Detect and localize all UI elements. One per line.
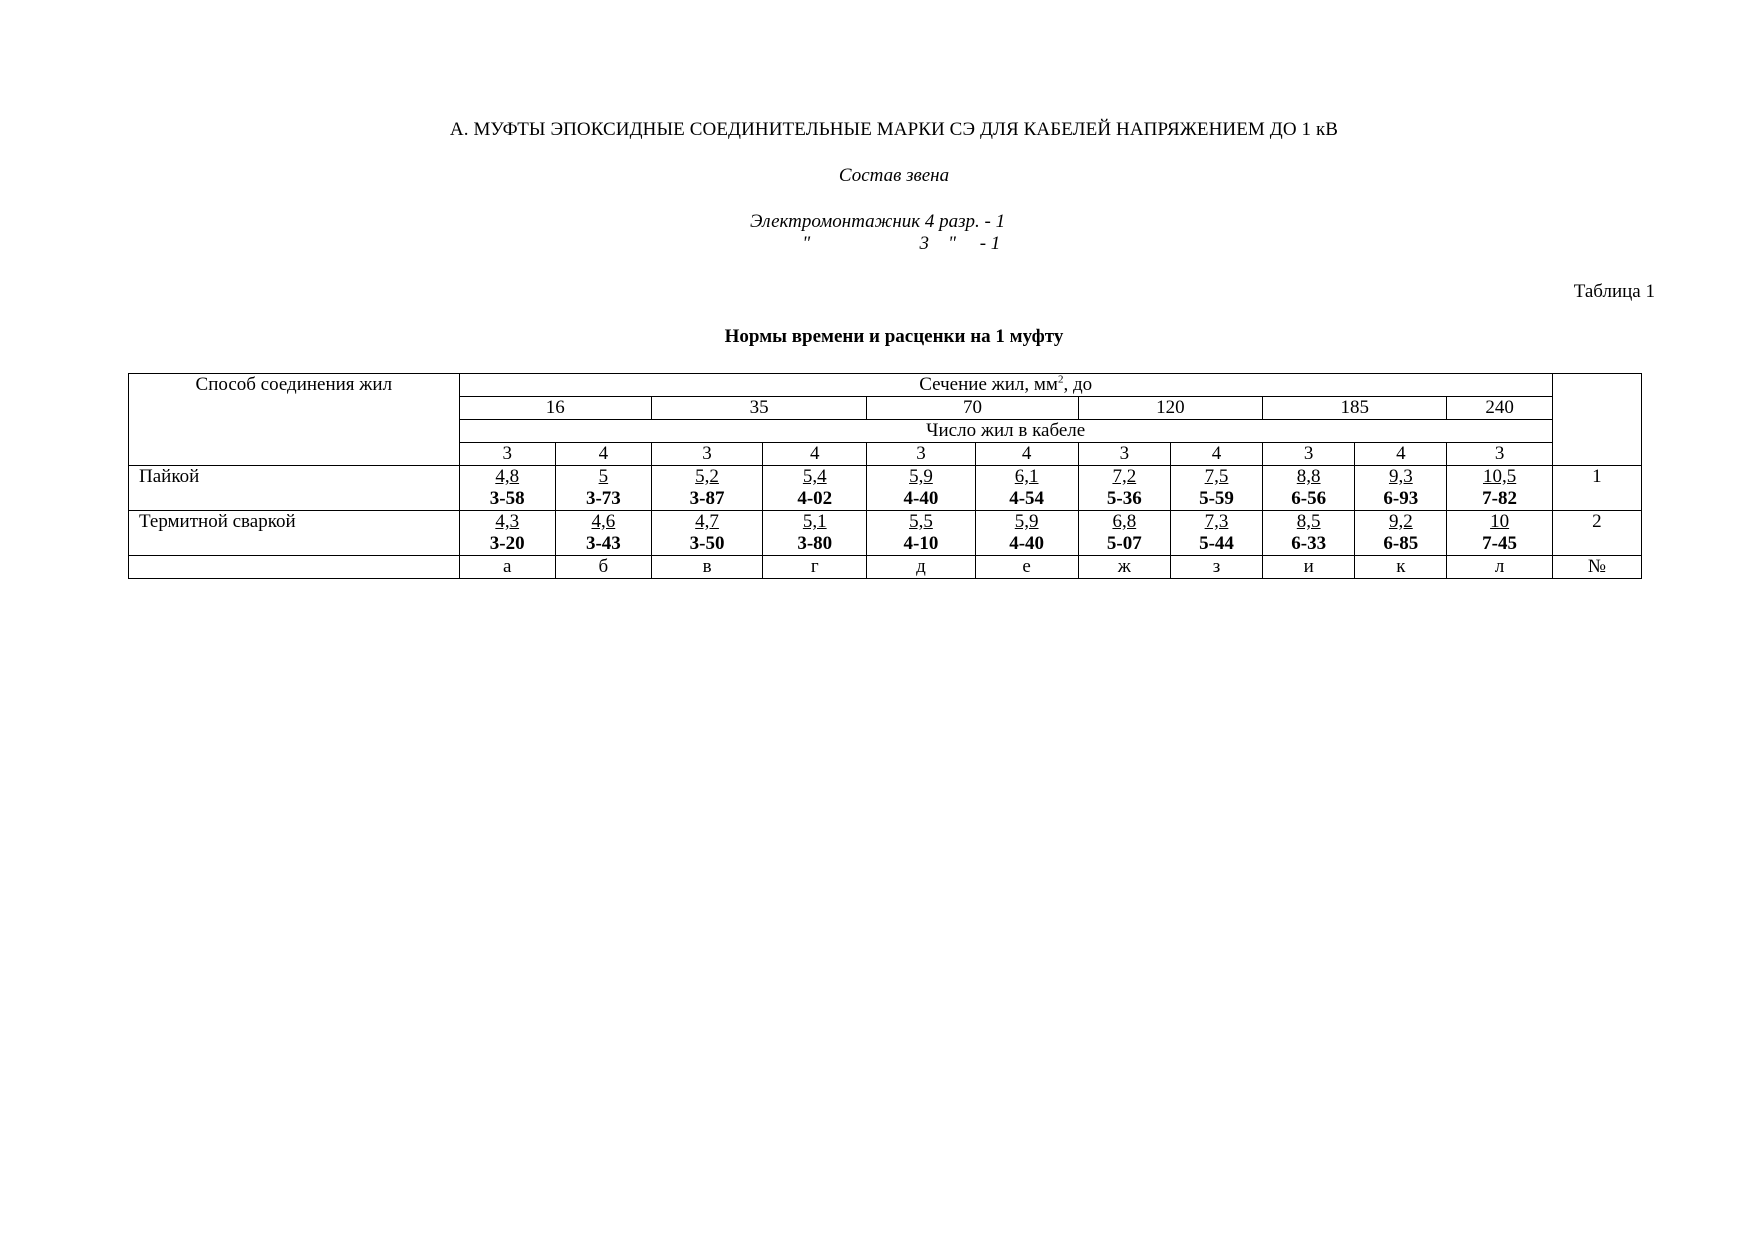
- document-title: А. МУФТЫ ЭПОКСИДНЫЕ СОЕДИНИТЕЛЬНЫЕ МАРКИ СЭ ДЛЯ КАБЕЛЕЙ НАПРЯЖЕНИЕМ ДО 1 кВ: [449, 119, 1339, 140]
- method-cell: Пайкой: [129, 466, 460, 511]
- cores-cell: 3: [1078, 443, 1170, 466]
- time-norm: 9,2: [1388, 511, 1413, 532]
- time-norm: 5,4: [802, 466, 827, 487]
- price: 6-33: [1291, 533, 1327, 554]
- norm-cell: [459, 511, 555, 556]
- norm-cell: [1170, 511, 1262, 556]
- price: 3-20: [489, 533, 525, 554]
- norm-cell: [1263, 466, 1355, 511]
- time-norm: 6,1: [1014, 466, 1039, 487]
- crew-list: [750, 211, 1050, 255]
- price: 4-40: [903, 488, 939, 509]
- norm-cell: [763, 466, 867, 511]
- price: 3-58: [489, 488, 525, 509]
- crew-line: Электромонтажник 4 разр. - 1: [750, 211, 1006, 232]
- norm-cell: [975, 511, 1078, 556]
- price: 5-07: [1106, 533, 1142, 554]
- row-number: 2: [1552, 511, 1641, 556]
- header-row-sections-title: [129, 374, 1642, 397]
- column-letter: л: [1447, 556, 1552, 579]
- cores-cell: 3: [1263, 443, 1355, 466]
- price: 6-85: [1383, 533, 1419, 554]
- norm-cell: [651, 511, 762, 556]
- time-norm: 8,5: [1296, 511, 1321, 532]
- cores-cell: 4: [1355, 443, 1447, 466]
- cores-cell: 4: [555, 443, 651, 466]
- column-letter: в: [651, 556, 762, 579]
- time-norm: 5: [598, 466, 609, 487]
- price: 3-80: [797, 533, 833, 554]
- cores-cell: 3: [651, 443, 762, 466]
- cores-cell: 3: [867, 443, 975, 466]
- time-norm: 5,9: [1014, 511, 1039, 532]
- crew-heading: Состав звена: [838, 165, 950, 186]
- norm-cell: [1355, 466, 1447, 511]
- norm-cell: [1078, 466, 1170, 511]
- time-norm: 5,1: [802, 511, 827, 532]
- norm-cell: [763, 511, 867, 556]
- time-norm: 10,5: [1482, 466, 1517, 487]
- norm-cell: [1355, 511, 1447, 556]
- cores-cell: 4: [975, 443, 1078, 466]
- header-section: [459, 374, 1552, 397]
- norm-cell: [555, 466, 651, 511]
- header-section-sup: 2: [1057, 373, 1064, 386]
- section-cell: 240: [1447, 397, 1552, 420]
- price: 3-73: [585, 488, 621, 509]
- time-norm: 4,3: [495, 511, 520, 532]
- price: 4-10: [903, 533, 939, 554]
- norm-cell: [651, 466, 762, 511]
- header-method: Способ соединения жил: [129, 374, 460, 466]
- time-norm: 5,5: [909, 511, 933, 532]
- section-cell: 120: [1078, 397, 1262, 420]
- norms-table: [128, 373, 1642, 579]
- time-norm: 4,7: [695, 511, 719, 532]
- table-row: [129, 511, 1642, 556]
- price: 3-50: [689, 533, 725, 554]
- column-letter: г: [763, 556, 867, 579]
- price: 5-59: [1199, 488, 1234, 509]
- norm-cell: [1078, 511, 1170, 556]
- price: 6-93: [1383, 488, 1419, 509]
- cores-cell: 4: [763, 443, 867, 466]
- crew-line: " 3 " - 1: [750, 233, 1001, 254]
- price: 4-54: [1009, 488, 1045, 509]
- time-norm: 7,3: [1204, 511, 1229, 532]
- header-number-blank: [1552, 374, 1641, 466]
- norm-cell: [867, 466, 975, 511]
- price: 3-87: [689, 488, 725, 509]
- norm-cell: [975, 466, 1078, 511]
- section-cell: 185: [1263, 397, 1447, 420]
- price: 5-44: [1199, 533, 1234, 554]
- cores-cell: 3: [1447, 443, 1552, 466]
- column-letter: е: [975, 556, 1078, 579]
- header-section-text: Сечение жил, мм: [919, 374, 1058, 395]
- price: 5-36: [1106, 488, 1142, 509]
- column-letter: д: [867, 556, 975, 579]
- price: 4-02: [797, 488, 833, 509]
- time-norm: 7,2: [1112, 466, 1137, 487]
- row-number: 1: [1552, 466, 1641, 511]
- time-norm: 7,5: [1204, 466, 1229, 487]
- section-cell: 70: [867, 397, 1078, 420]
- norm-cell: [1447, 511, 1552, 556]
- letters-blank: [129, 556, 460, 579]
- section-cell: 35: [651, 397, 866, 420]
- price: 3-43: [585, 533, 621, 554]
- letters-row: [129, 556, 1642, 579]
- cores-cell: 3: [459, 443, 555, 466]
- norm-cell: [1447, 466, 1552, 511]
- section-cell: 16: [459, 397, 651, 420]
- number-label: №: [1552, 556, 1641, 579]
- column-letter: б: [555, 556, 651, 579]
- column-letter: к: [1355, 556, 1447, 579]
- time-norm: 5,9: [909, 466, 933, 487]
- header-section-suffix: , до: [1063, 374, 1093, 395]
- price: 6-56: [1291, 488, 1327, 509]
- method-cell: Термитной сваркой: [129, 511, 460, 556]
- column-letter: а: [459, 556, 555, 579]
- price: 4-40: [1009, 533, 1045, 554]
- norm-cell: [867, 511, 975, 556]
- time-norm: 4,6: [591, 511, 616, 532]
- table-row: [129, 466, 1642, 511]
- norm-cell: [1170, 466, 1262, 511]
- table-caption: Нормы времени и расценки на 1 муфту: [724, 326, 1064, 347]
- price: 7-82: [1482, 488, 1517, 509]
- header-cores: Число жил в кабеле: [459, 420, 1552, 443]
- price: 7-45: [1482, 533, 1517, 554]
- time-norm: 8,8: [1296, 466, 1321, 487]
- column-letter: ж: [1078, 556, 1170, 579]
- table-number: Таблица 1: [1573, 281, 1655, 302]
- cores-cell: 4: [1170, 443, 1262, 466]
- time-norm: 4,8: [495, 466, 520, 487]
- norm-cell: [459, 466, 555, 511]
- norm-cell: [555, 511, 651, 556]
- column-letter: з: [1170, 556, 1262, 579]
- norm-cell: [1263, 511, 1355, 556]
- time-norm: 10: [1490, 511, 1510, 532]
- time-norm: 5,2: [695, 466, 719, 487]
- time-norm: 9,3: [1388, 466, 1413, 487]
- time-norm: 6,8: [1112, 511, 1137, 532]
- column-letter: и: [1263, 556, 1355, 579]
